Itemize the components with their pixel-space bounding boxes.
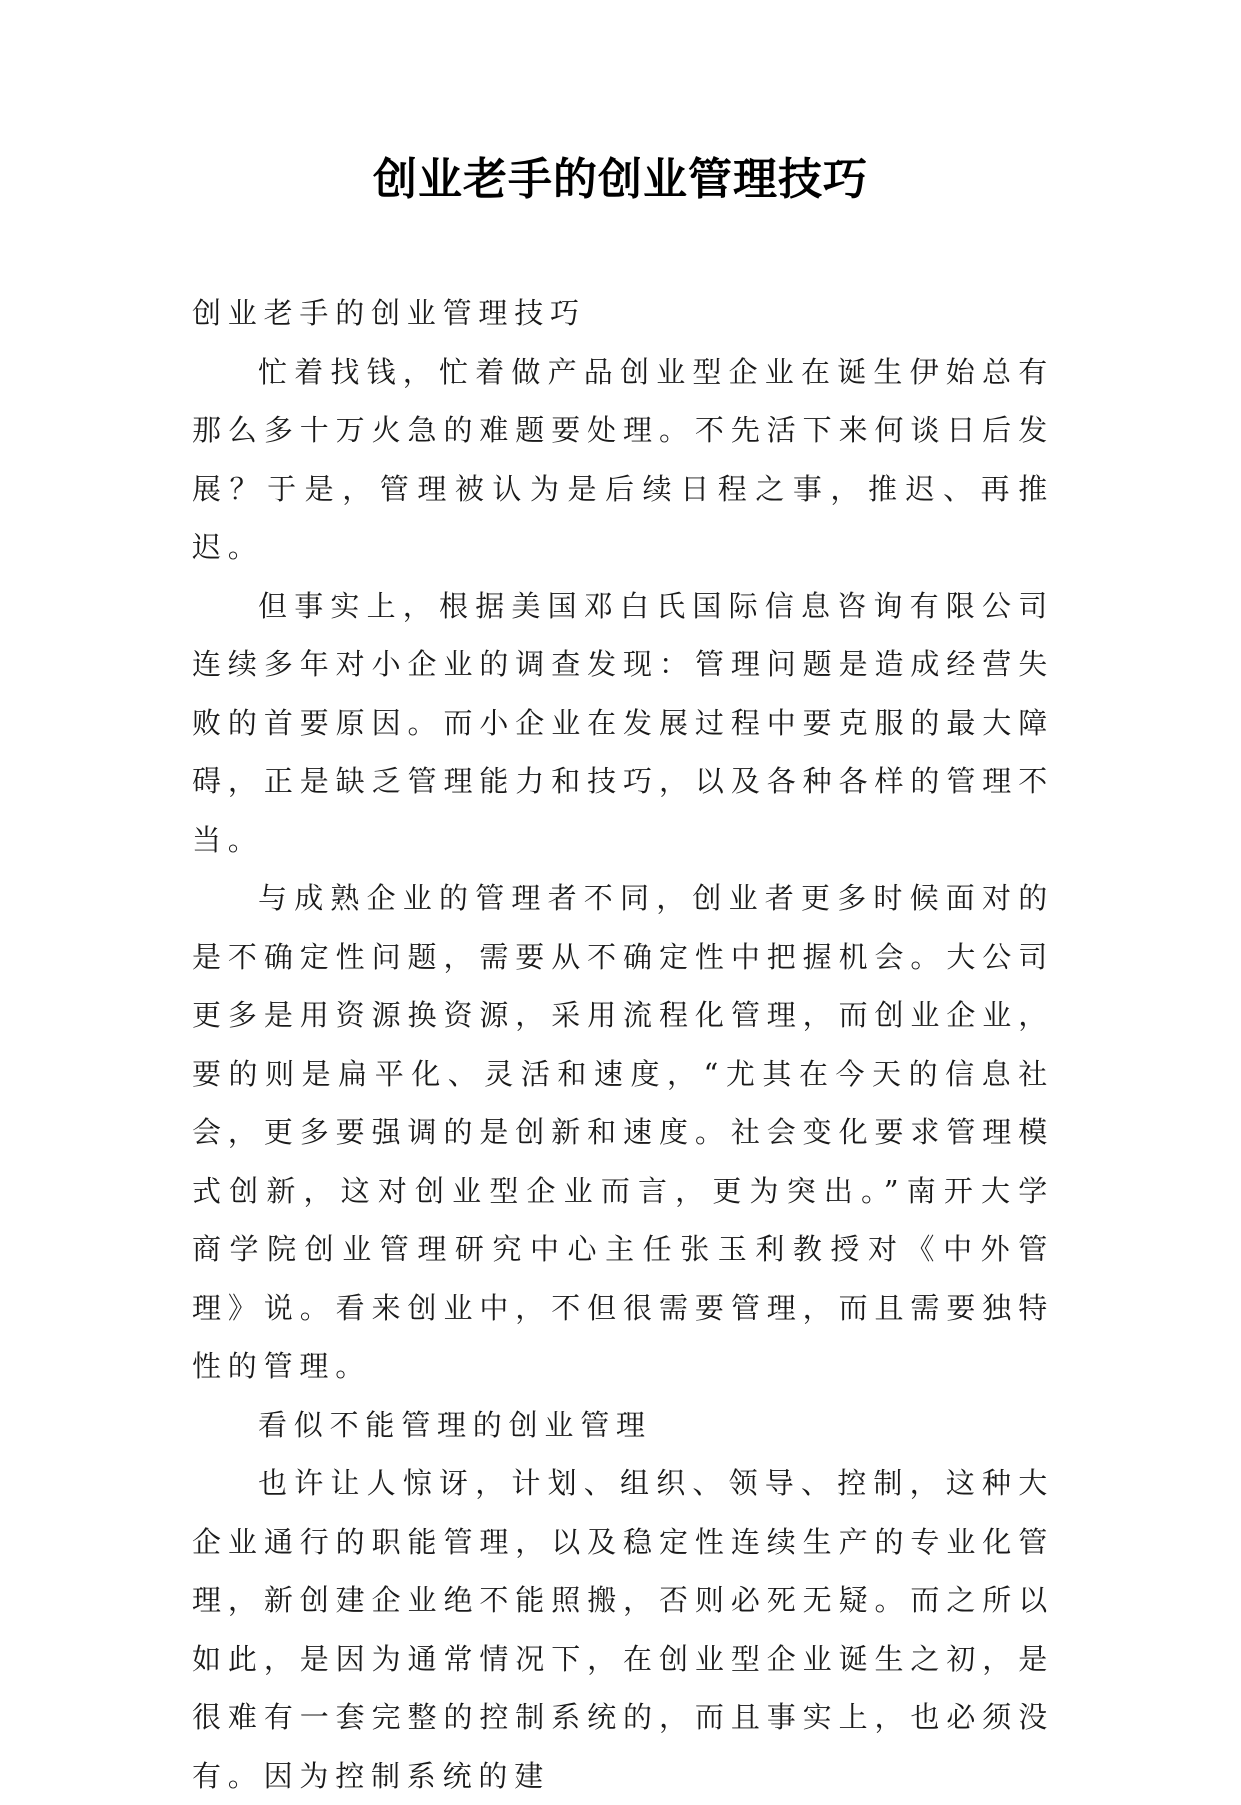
paragraph: 也许让人惊讶，计划、组织、领导、控制，这种大企业通行的职能管理，以及稳定性连续生产的专业化管理，新创建企业绝不能照搬，否则必死无疑。而之所以如此，是因为通常情况下，在创业型企业诞生之初，是很难有一套完整的控制系统的，而且事实上，也必须没有。因为控制系统的建: [192, 1466, 1054, 1793]
document-title: 创业老手的创业管理技巧: [373, 154, 868, 205]
paragraph-subtitle: 创业老手的创业管理技巧: [192, 296, 586, 330]
paragraph: 与成熟企业的管理者不同，创业者更多时候面对的是不确定性问题，需要从不确定性中把握机会。大公司更多是用资源换资源，采用流程化管理，而创业企业，要的则是扁平化、灵活和速度，“尤其在今天的信息社会，更多要强调的是创新和速度。社会变化要求管理模式创新，这对创业型企业而言，更为突出。”南开大学商学院创业管理研究中心主任张玉利教授对《中外管理》说。看来创业中，不但很需要管理，而且需要独特性的管理。: [192, 881, 1054, 1383]
document-body: [192, 284, 1054, 1805]
section-heading: 看似不能管理的创业管理: [258, 1407, 652, 1442]
paragraph: 但事实上，根据美国邓白氏国际信息咨询有限公司连续多年对小企业的调查发现：管理问题是造成经营失败的首要原因。而小企业在发展过程中要克服的最大障碍，正是缺乏管理能力和技巧，以及各种各样的管理不当。: [192, 588, 1054, 857]
paragraph: 忙着找钱，忙着做产品创业型企业在诞生伊始总有那么多十万火急的难题要处理。不先活下来何谈日后发展？于是，管理被认为是后续日程之事，推迟、再推迟。: [192, 354, 1054, 564]
